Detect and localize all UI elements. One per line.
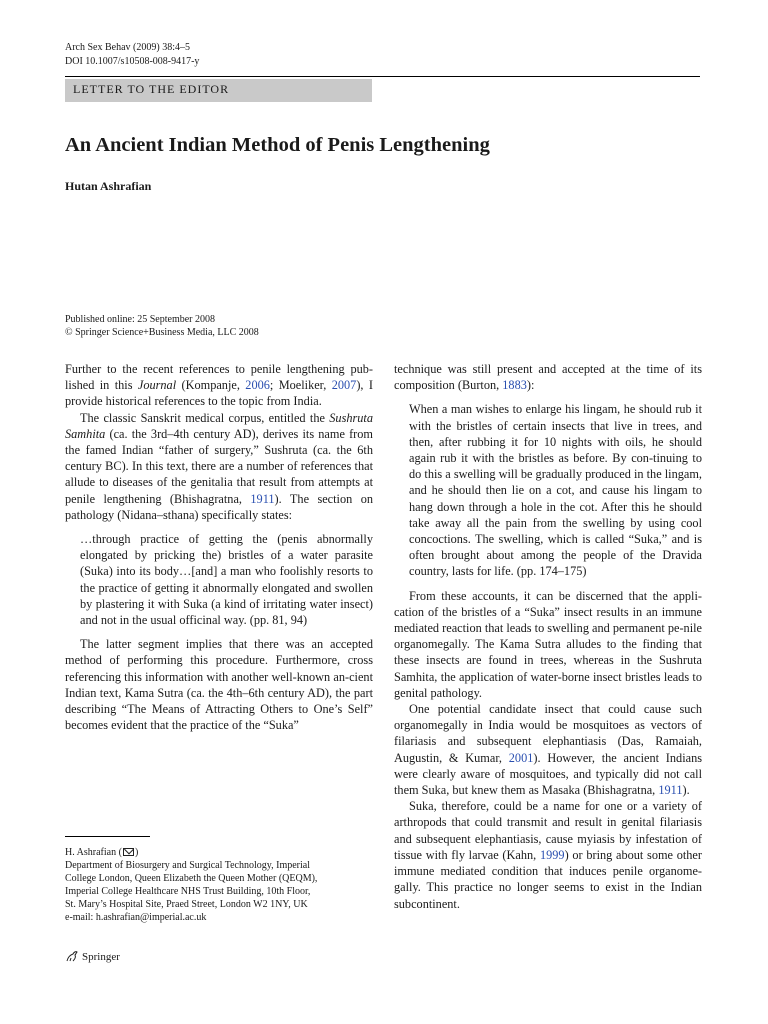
published-date: Published online: 25 September 2008 — [65, 314, 215, 325]
header-rule — [65, 76, 700, 77]
citation-link[interactable]: 1883 — [502, 378, 527, 393]
left-paragraph-2: The classic Sanskrit medical corpus, entitled the Sushruta Samhita (ca. the 3rd–4th century AD), derives its name from the famed Indian “father of surgery,” Sushruta (ca. the 6th century BC). In this text, there are a number of references that allude to diseases of the genitalia that result from attempts at penile lengthening (Bhishagratna, 1911). The section on pathology (Nidana–sthana) specifically states: — [65, 410, 373, 522]
right-paragraph-3: One potential candidate insect that could cause such organomegally in India would be mosquitoes as vectors of filariasis and subsequent elephantiasis (Das, Ramaiah, Augustin, & Kumar, 2001). However, the ancient Indians were clearly aware of mosquitoes, and typically did not call them Suka, but knew them as Masaka (Bhishagratna, 1911). — [394, 702, 703, 798]
section-label: LETTER TO THE EDITOR — [65, 79, 372, 102]
doi: DOI 10.1007/s10508-008-9417-y — [65, 56, 200, 67]
citation-link[interactable]: 2007 — [331, 378, 357, 393]
citation-link[interactable]: 2006 — [245, 378, 270, 393]
corresponding-author: H. Ashrafian ( ) — [65, 847, 139, 858]
affiliation-block — [65, 846, 375, 924]
citation-link[interactable]: 1911 — [658, 783, 683, 798]
right-paragraph-1: technique was still present and accepted at the time of its composition (Burton, 1883): — [394, 362, 702, 393]
block-quote-2: When a man wishes to enlarge his lingam, he should rub it with the bristles of certain insects that live in trees, and then, after rubbing it for 10 nights with oils, he should again rub it with the bristles as before. By con-tinuing to do this a swelling will be gradually produced in the lingam, and he should then lie on a cot, and cause his lingam to hang down through a hole in the cot. After this he should take away all the pain from the swelling by using cool concoctions. The swelling, which is called “Suka,” and is often brought about among the people of the Dravida country, lasts for life. (pp. 174–175) — [409, 402, 702, 579]
affiliation-line: Department of Biosurgery and Surgical Technology, Imperial — [65, 860, 310, 871]
citation-link[interactable]: 1911 — [250, 491, 275, 506]
right-paragraph-2: From these accounts, it can be discerned that the appli-cation of the bristles of a “Suka” insect results in an immune mediated reaction that leads to swelling and permanent pe-nile organomegally. The Kama Sutra alludes to the finding that these insects are found in trees, whereas in the Sushruta Samhita, the application of water-borne insect bristles leads to genital pathology. — [394, 588, 702, 700]
right-paragraph-4: Suka, therefore, could be a name for one or a variety of arthropods that could transmit and result in genital filariasis and subsequent elephantiasis, cause myiasis by infestation of tissue with fly larvae (Kahn, 1999) or bring about some other immune mediated condition that induces penile organome-gally. This practice no longer seems to exist in the Indian subcontinent. — [394, 799, 702, 911]
publisher-footer — [65, 949, 120, 964]
left-column — [65, 361, 373, 733]
affiliation-line: St. Mary’s Hospital Site, Praed Street, London W2 1NY, UK — [65, 899, 308, 910]
citation-link[interactable]: 2001 — [508, 750, 534, 765]
journal-citation: Arch Sex Behav (2009) 38:4–5 — [65, 42, 190, 53]
left-paragraph-1: Further to the recent references to penile lengthening pub-lished in this Journal (Kompanje, 2006; Moeliker, 2007), I provide historical references to the topic from India. — [65, 362, 373, 409]
envelope-icon — [123, 848, 134, 856]
copyright: © Springer Science+Business Media, LLC 2008 — [65, 327, 259, 338]
citation-link[interactable]: 1999 — [539, 847, 565, 862]
footnote-rule — [65, 836, 150, 837]
article-title: An Ancient Indian Method of Penis Lengthening — [65, 134, 490, 156]
publisher-name: Springer — [82, 951, 120, 963]
affiliation-line: Imperial College Healthcare NHS Trust Building, 10th Floor, — [65, 886, 311, 897]
affiliation-line: College London, Queen Elizabeth the Queen Mother (QEQM), — [65, 873, 318, 884]
right-column — [394, 361, 702, 912]
article-author: Hutan Ashrafian — [65, 179, 152, 193]
block-quote-1: …through practice of getting the (penis abnormally elongated by pricking the) bristles of a water parasite (Suka) into its body…[and] a man who foolishly resorts to the practice of getting it abnormally elongated and swollen by plastering it with Suka (a kind of irritating water insect) and not in the usual officinal way. (pp. 81, 94) — [80, 532, 373, 628]
author-email[interactable]: e-mail: h.ashrafian@imperial.ac.uk — [65, 912, 207, 923]
left-paragraph-3: The latter segment implies that there was an accepted method of performing this procedure. Furthermore, cross referencing this information with another well-known an-cient Indian text, Kama Sutra (ca. the 4th–6th century AD), the part describing “The Means of Attracting Others to One’s Self” becomes evident that the practice of the “Suka” — [65, 637, 373, 733]
springer-horse-icon — [65, 949, 79, 963]
